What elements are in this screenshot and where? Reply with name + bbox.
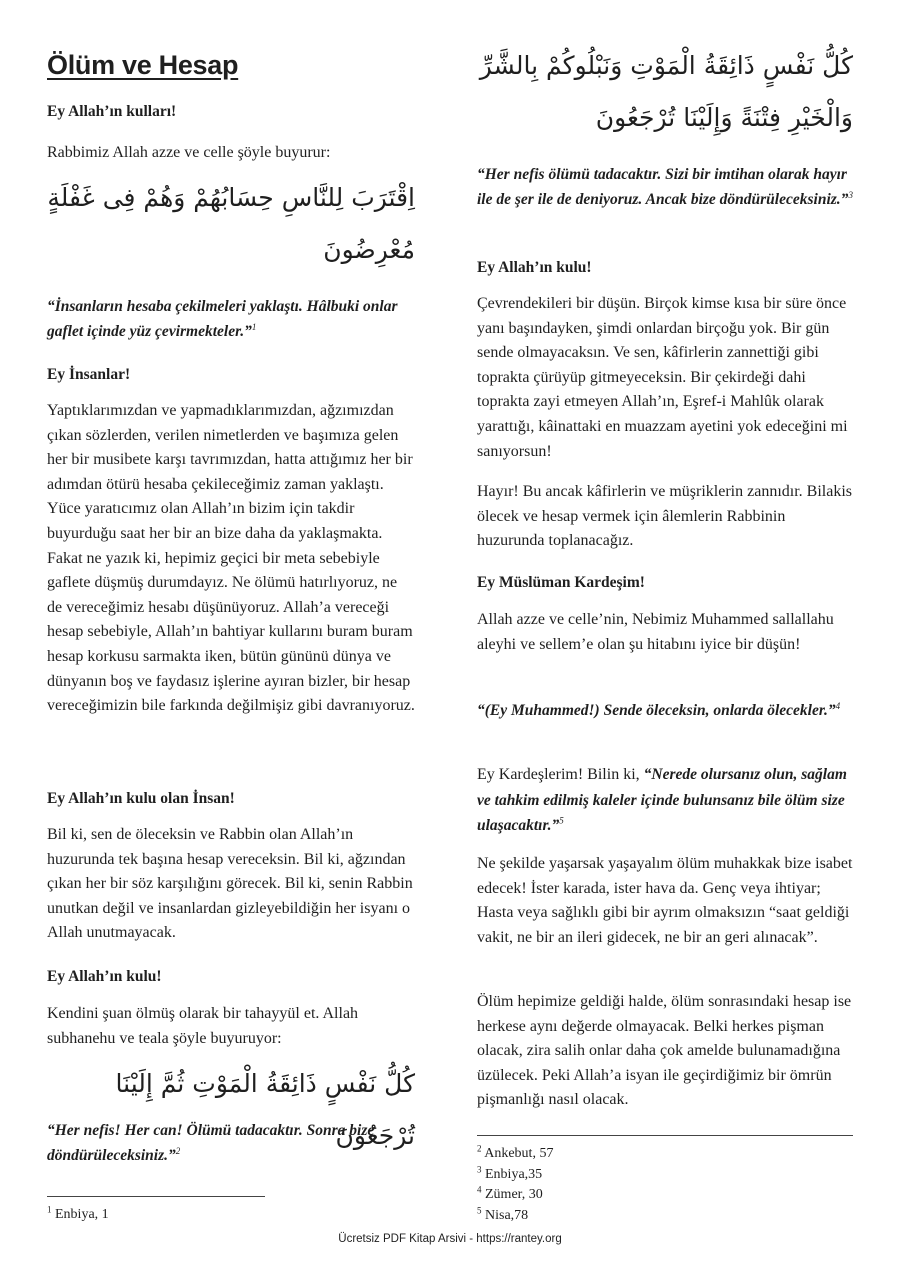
paragraph-tahayyul: Kendini şuan ölmüş olarak bir tahayyül et. Allah subhanehu ve teala şöyle buyuruyor: [47,1005,359,1047]
arabic-verse-ankebut-57: كُلُّ نَفْسٍ ذَائِقَةُ الْمَوْتِ ثُمَّ إِلَيْنَا تُرْجَعُونَ [115,1069,415,1150]
quote-enbiya-35: “Her nefis ölümü tadacaktır. Sizi bir imtihan olarak hayır ile de şer ile de deniyoruz. Ancak bize döndürüleceksiniz.”$^3$ [477,166,853,208]
footnote-2: $^2$ Ankebut, 57 [477,1143,554,1161]
page-footer: Ücretsiz PDF Kitap Arsivi - https://rantey.org [338,1233,562,1245]
footnote-4: $^4$ Zümer, 30 [477,1184,543,1202]
paragraph-ne-sekilde: Ne şekilde yaşarsak yaşayalım ölüm muhakkak bize isabet edecek! İster karada, ister hava da. Genç veya ihtiyar; Hasta veya sağlıklı gibi bir ayrım olmaksızın “saat geldiği vakit, ne bir an ileri gidecek, ne bir an geri alınacak”. [477,855,853,946]
quote-enbiya-1: “İnsanların hesaba çekilmeleri yaklaştı. Hâlbuki onlar gaflet içinde yüz çevirmekteler.”$^1$ [47,298,398,340]
arabic-verse-enbiya-35: كُلُّ نَفْسٍ ذَائِقَةُ الْمَوْتِ وَنَبْلُوكُمْ بِالشَّرِّ وَالْخَيْرِ فِتْنَةً وَإِلَيْنَا تُرْجَعُونَ [479,51,853,132]
paragraph-hayir: Hayır! Bu ancak kâfirlerin ve müşriklerin zannıdır. Bilakis ölecek ve hesap vermek için âlemlerin Rabbinin huzurunda toplanacağız. [477,483,852,550]
paragraph-hitab: Allah azze ve celle’nin, Nebimiz Muhammed sallallahu aleyhi ve sellem’e olan şu hitabını iyice bir düşün! [477,611,834,653]
footnote-ref-3: 3 [848,189,853,200]
footnote-divider-right [477,1135,853,1136]
page-title: Ölüm ve Hesap [47,50,239,80]
paragraph-olum-hepimize: Ölüm hepimize geldiği halde, ölüm sonrasındaki hesap ise herkese aynı değerde olmayacak. Belki herkes pişman olacak, zira salih onlar daha çok amelde bulunamadığına üzülecek. Peki Allah’a isyan ile geçirdiğimiz bir ömrün pişmanlığı nasıl olacak. [477,993,852,1109]
footnote-1: $^1$ Enbiya, 1 [47,1204,109,1222]
quote-ankebut-57: “Her nefis! Her can! Ölümü tadacaktır. Sonra bize döndürüleceksiniz.”$^2$ [47,1122,375,1164]
footnote-5: $^5$ Nisa,78 [477,1204,529,1223]
footnote-3: $^3$ Enbiya,35 [477,1163,543,1182]
footnote-divider [47,1196,265,1197]
footnote-ref-4: 4 [835,700,841,711]
paragraph-cevrendekiler: Çevrendekileri bir düşün. Birçok kimse kısa bir süre önce yanı başındayken, şimdi onlardan birçoğu yok. Bir gün sende olmayacaksın. Ve sen, kâfirlerin zannettiği gibi toprakta çürüyüp gitmeyeceksin. Bir çekirdeği dahi toprakta zayi etmeyen Allah’ın, Eşref-i Mahlûk olarak yarattığı, kâinattaki en muazzam ayetini yok edeceğini mi sanıyorsun! [477,295,848,460]
quote-zumer-30: “(Ey Muhammed!) Sende öleceksin, onlarda ölecekler.”$^4$ [477,700,841,719]
heading-ey-allahin-kulu: Ey Allah’ın kulu! [47,968,162,985]
footnote-ref-2: 2 [175,1145,181,1156]
heading-kulu-olan-insan: Ey Allah’ın kulu olan İnsan! [47,790,235,807]
paragraph-bil-ki: Bil ki, sen de öleceksin ve Rabbin olan Allah’ın huzurunda tek başına hesap vereceksin. Bil ki, ağzından çıkan her bir söz karşılığını görecek. Bil ki, senin Rabbin unutkan değil ve insanlardan gizleyebildiğin her isyanı o Allah unutmayacak. [47,826,413,942]
quote-nisa-78: “Nerede olursanız olun, sağlam ve tahkim edilmiş kaleler içinde bulunsanız bile ölüm size ulaşacaktır.” [477,766,847,835]
footnote-ref-1: 1 [251,321,257,332]
footnote-ref-5: 5 [559,815,564,826]
heading-musluman-kardesim: Ey Müslüman Kardeşim! [477,574,645,591]
heading-ey-allahin-kulu-2: Ey Allah’ın kulu! [477,259,592,276]
intro-paragraph: Rabbimiz Allah azze ve celle şöyle buyurur: [47,144,331,161]
paragraph-hesap-yaklasti: Yaptıklarımızdan ve yapmadıklarımızdan, ağzımızdan çıkan sözlerden, verilen nimetlerden ve başımıza gelen her bir musibete karşı tavrımızdan, hatta attığımız her bir adımdan ötürü hesaba çekileceğimiz zaman yaklaştı. Yüce yaratıcımız olan Allah’ın bizim için takdir buyurduğu saat her bir an bize daha da yaklaşmakta. Fakat ne yazık ki, hepimiz geçici bir meta sebebiyle gaflete düşmüş durumdayız. Ne ölümü hatırlıyoruz, ne de vereceğimiz hesabı düşünüyoruz. Allah’a vereceği hesap sebebiyle, Allah’ın bahtiyar kullarını buram buram hesap korkusu sarmakta iken, bütün gününü dünya ve dünyanın boş ve faydasız işlerine ayıran bizler, bir hesap vereceğimizin bile farkında değilmişiz gibi davranıyoruz. [47,402,415,715]
heading-allahin-kullari: Ey Allah’ın kulları! [47,103,177,120]
arabic-verse-enbiya-1: اِقْتَرَبَ لِلنَّاسِ حِسَابُهُمْ وَهُمْ فِى غَفْلَةٍ مُعْرِضُونَ [47,183,415,264]
heading-ey-insanlar: Ey İnsanlar! [47,366,131,383]
paragraph-kardeslerim: Ey Kardeşlerim! Bilin ki, “Nerede olursanız olun, sağlam ve tahkim edilmiş kaleler içinde bulunsanız bile ölüm size ulaşacaktır.”$^5$ [477,766,847,835]
